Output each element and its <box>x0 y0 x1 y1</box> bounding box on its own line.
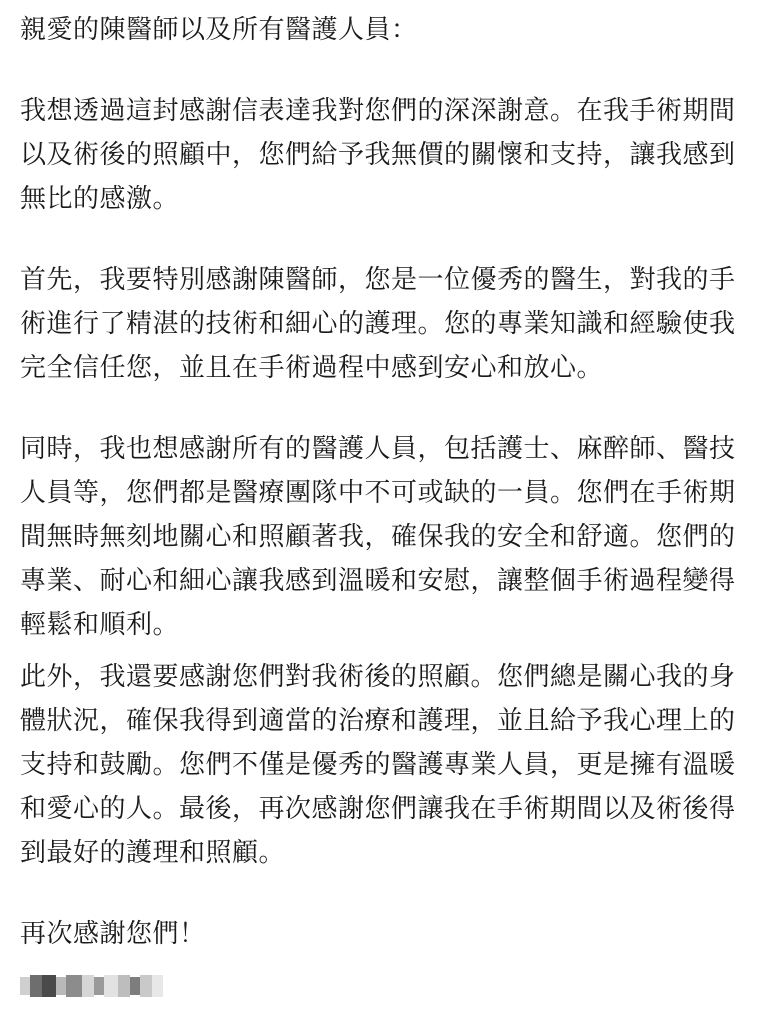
paragraph-line: 和愛心的人。最後，再次感謝您們讓我在手術期間以及術後得 <box>20 794 736 824</box>
paragraph-line: 我想透過這封感謝信表達我對您們的深深謝意。在我手術期間 <box>20 96 736 126</box>
paragraph-line: 同時，我也想感謝所有的醫護人員，包括護士、麻醉師、醫技 <box>20 434 736 464</box>
paragraph-line: 輕鬆和順利。 <box>20 610 180 640</box>
paragraph-line: 完全信任您，並且在手術過程中感到安心和放心。 <box>20 353 604 383</box>
paragraph-line: 以及術後的照顧中，您們給予我無價的關懷和支持，讓我感到 <box>20 140 736 170</box>
paragraph-line: 支持和鼓勵。您們不僅是優秀的醫護專業人員，更是擁有溫暖 <box>20 750 736 780</box>
paragraph-4 <box>20 655 760 875</box>
closing-line: 再次感謝您們！ <box>20 919 206 949</box>
paragraph-line: 到最好的護理和照顧。 <box>20 838 286 868</box>
paragraph-1 <box>20 89 760 221</box>
signature-pixel-block <box>140 975 152 997</box>
signature-pixel-block <box>82 975 94 997</box>
paragraph-3 <box>20 427 760 647</box>
paragraph-line: 術進行了精湛的技術和細心的護理。您的專業知識和經驗使我 <box>20 309 736 339</box>
signature-pixel-block <box>66 975 82 997</box>
signature-pixel-block <box>20 977 30 995</box>
signature-pixel-block <box>30 975 42 997</box>
salutation: 親愛的陳醫師以及所有醫護人員： <box>20 15 418 45</box>
signature-pixel-block <box>130 977 140 995</box>
signature-pixel-block <box>152 975 163 997</box>
signature-pixel-block <box>104 975 118 997</box>
paragraph-line: 專業、耐心和細心讓我感到溫暖和安慰，讓整個手術過程變得 <box>20 566 736 596</box>
signature-pixel-block <box>42 975 56 997</box>
paragraph-line: 首先，我要特別感謝陳醫師，您是一位優秀的醫生，對我的手 <box>20 265 736 295</box>
letter <box>20 0 760 956</box>
paragraph-line: 人員等，您們都是醫療團隊中不可或缺的一員。您們在手術期 <box>20 478 736 508</box>
signature-pixel-block <box>56 977 66 995</box>
paragraph-line: 體狀況，確保我得到適當的治療和護理，並且給予我心理上的 <box>20 706 736 736</box>
signature-pixel-block <box>94 977 104 995</box>
blurred-signature <box>20 968 165 1004</box>
paragraph-2 <box>20 258 760 390</box>
paragraph-line: 無比的感激。 <box>20 184 180 214</box>
signature-pixel-block <box>118 975 130 997</box>
paragraph-line: 間無時無刻地關心和照顧著我，確保我的安全和舒適。您們的 <box>20 522 736 552</box>
paragraph-line: 此外，我還要感謝您們對我術後的照顧。您們總是關心我的身 <box>20 662 736 692</box>
